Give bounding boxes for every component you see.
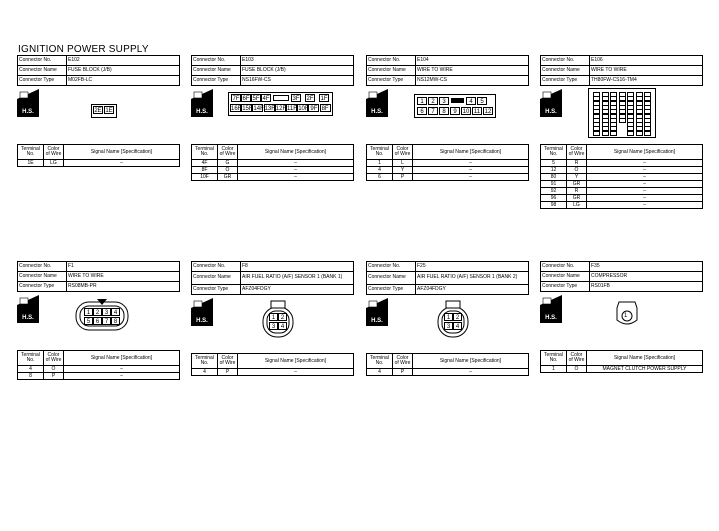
label-connector-no: Connector No. [192, 262, 241, 272]
label-connector-name: Connector Name [367, 66, 416, 76]
signal-name: – [238, 160, 354, 167]
table-row [541, 174, 703, 181]
pin-label: 2 [278, 313, 287, 321]
header-terminal-no: Terminal No. [18, 351, 44, 366]
cavity [636, 131, 643, 136]
pin-label: 12 [484, 109, 492, 115]
signal-name: – [413, 167, 529, 174]
connector-diagram [540, 86, 703, 144]
pin-table [366, 353, 529, 376]
terminal-no: 4F [192, 160, 218, 167]
pin-label: 6 [417, 107, 427, 115]
connector-type-value: RS01FB [590, 282, 703, 292]
header-terminal-no: Terminal No. [541, 145, 567, 160]
pin-label: 11 [473, 109, 481, 115]
header-color-of-wire: Color of Wire [218, 145, 238, 160]
pin-label: 10F [298, 106, 309, 112]
signal-name: – [64, 160, 180, 167]
pin-label: 1E [105, 108, 113, 114]
header-color-of-wire: Color of Wire [567, 145, 587, 160]
pin-table [17, 350, 180, 380]
connector-block-e102 [17, 55, 180, 167]
connector-block-e104 [366, 55, 529, 181]
signal-name: – [413, 369, 529, 376]
label-connector-type: Connector Type [192, 76, 241, 86]
label-connector-no: Connector No. [367, 56, 416, 66]
connector-name-value: AIR FUEL RATIO (A/F) SENSOR 1 (BANK 2) [416, 272, 529, 285]
header-terminal-no: Terminal No. [18, 145, 44, 160]
connector-block-f35 [540, 261, 703, 373]
pin-label: 4 [453, 322, 462, 330]
terminal-no: 4 [367, 167, 393, 174]
hs-icon [17, 295, 39, 323]
svg-text:H.S.: H.S. [545, 315, 557, 321]
connector-type-value: AFZ04FDGY [416, 285, 529, 295]
connector-face [228, 92, 333, 116]
wire-color: O [44, 366, 64, 373]
pin-label: 6 [93, 317, 102, 325]
svg-text:H.S.: H.S. [196, 109, 208, 115]
table-row [541, 167, 703, 174]
terminal-no: 96 [541, 195, 567, 202]
pin-label: 7F [232, 96, 240, 102]
hs-icon [191, 298, 213, 326]
pin-label: 4 [111, 308, 120, 316]
connector-block-f1 [17, 261, 180, 380]
terminal-no: 4 [367, 369, 393, 376]
connector-face [261, 299, 295, 343]
signal-name: – [587, 167, 703, 174]
table-row [541, 195, 703, 202]
pin-label: 10 [462, 109, 470, 115]
connector-info-table [540, 55, 703, 86]
label-connector-no: Connector No. [18, 56, 67, 66]
cavity [644, 131, 651, 136]
label-connector-no: Connector No. [18, 262, 67, 272]
terminal-no: 4 [18, 366, 44, 373]
signal-name: – [587, 174, 703, 181]
wire-color: L [393, 160, 413, 167]
pin-label: 2 [93, 308, 102, 316]
label-connector-name: Connector Name [192, 66, 241, 76]
pin-label: 8F [321, 106, 329, 112]
signal-name: – [238, 369, 354, 376]
connector-name-value: WIRE TO WIRE [590, 66, 703, 76]
header-color-of-wire: Color of Wire [218, 354, 238, 369]
key-slot [273, 95, 289, 101]
connector-name-value: COMPRESSOR [590, 272, 703, 282]
pin-label: 1 [624, 313, 628, 319]
wire-color: R [567, 160, 587, 167]
header-terminal-no: Terminal No. [367, 354, 393, 369]
terminal-no: 5 [541, 160, 567, 167]
label-connector-no: Connector No. [541, 56, 590, 66]
table-row [541, 366, 703, 373]
connector-type-value: TH80FW-CS16-TM4 [590, 76, 703, 86]
pin-label: 7 [428, 107, 438, 115]
wire-color: P [218, 369, 238, 376]
header-signal-name: Signal Name [Specification] [413, 354, 529, 369]
connector-type-value: RS08MB-PR [67, 282, 180, 292]
header-color-of-wire: Color of Wire [393, 354, 413, 369]
table-row [192, 160, 354, 167]
connector-block-f25 [366, 261, 529, 376]
pin-label: 13F [264, 106, 275, 112]
svg-text:H.S.: H.S. [22, 315, 34, 321]
terminal-no: 80 [541, 174, 567, 181]
connector-face [91, 104, 117, 118]
pin-table [540, 144, 703, 209]
header-signal-name: Signal Name [Specification] [587, 145, 703, 160]
connector-diagram [366, 295, 529, 353]
signal-name: – [238, 167, 354, 174]
connector-name-value: FUSE BLOCK (J/B) [241, 66, 354, 76]
connector-info-table [191, 261, 354, 295]
label-connector-type: Connector Type [367, 76, 416, 86]
pin-label: 1F [320, 96, 328, 102]
label-connector-name: Connector Name [18, 66, 67, 76]
signal-name: – [413, 174, 529, 181]
connector-no-value: E104 [416, 56, 529, 66]
header-color-of-wire: Color of Wire [44, 145, 64, 160]
connector-no-value: F8 [241, 262, 354, 272]
signal-name: – [413, 160, 529, 167]
hs-icon [366, 89, 388, 117]
label-connector-no: Connector No. [192, 56, 241, 66]
terminal-no: 8F [192, 167, 218, 174]
connector-name-value: FUSE BLOCK (J/B) [67, 66, 180, 76]
header-color-of-wire: Color of Wire [44, 351, 64, 366]
wire-color: R [567, 188, 587, 195]
pin-table [366, 144, 529, 181]
label-connector-no: Connector No. [367, 262, 416, 272]
connector-no-value: E103 [241, 56, 354, 66]
pin-label: 9 [450, 107, 460, 115]
header-signal-name: Signal Name [Specification] [64, 145, 180, 160]
connector-no-value: F25 [416, 262, 529, 272]
terminal-no: 98 [541, 202, 567, 209]
connector-diagram [17, 292, 180, 350]
connector-face [588, 88, 656, 138]
signal-name: – [587, 160, 703, 167]
signal-name: – [64, 366, 180, 373]
connector-face [436, 299, 470, 343]
label-connector-type: Connector Type [18, 282, 67, 292]
connector-no-value: F1 [67, 262, 180, 272]
pin-label: 5 [477, 97, 487, 105]
table-row [367, 174, 529, 181]
key-slot [451, 98, 464, 103]
terminal-no: 6 [367, 174, 393, 181]
pin-label: 1 [417, 97, 427, 105]
pin-label: 12F [275, 106, 287, 112]
signal-name: – [64, 373, 180, 380]
signal-name: – [587, 181, 703, 188]
table-row [541, 188, 703, 195]
header-signal-name: Signal Name [Specification] [238, 145, 354, 160]
wire-color: GR [567, 181, 587, 188]
terminal-no: 1E [18, 160, 44, 167]
cavity [610, 131, 617, 136]
wire-color: O [567, 366, 587, 373]
hs-icon [366, 298, 388, 326]
connector-info-table [540, 261, 703, 292]
header-signal-name: Signal Name [Specification] [64, 351, 180, 366]
header-signal-name: Signal Name [Specification] [413, 145, 529, 160]
label-connector-name: Connector Name [18, 272, 67, 282]
hs-icon [17, 89, 39, 117]
signal-name: – [587, 202, 703, 209]
wire-color: P [393, 369, 413, 376]
pin-label: 2E [94, 108, 102, 114]
page-title: IGNITION POWER SUPPLY [18, 44, 149, 55]
connector-info-table [191, 55, 354, 86]
table-row [192, 369, 354, 376]
pin-label: 3 [269, 322, 278, 330]
table-row [192, 174, 354, 181]
label-connector-type: Connector Type [541, 282, 590, 292]
signal-name: – [238, 174, 354, 181]
connector-block-f8 [191, 261, 354, 376]
connector-info-table [17, 261, 180, 292]
connector-face [72, 298, 132, 334]
signal-name: – [587, 195, 703, 202]
label-connector-name: Connector Name [367, 272, 416, 285]
terminal-no: 4 [192, 369, 218, 376]
label-connector-no: Connector No. [541, 262, 590, 272]
header-terminal-no: Terminal No. [192, 145, 218, 160]
signal-name: – [587, 188, 703, 195]
terminal-no: 92 [541, 188, 567, 195]
pin-label: 7 [102, 317, 111, 325]
svg-text:H.S.: H.S. [545, 109, 557, 115]
pin-table [17, 144, 180, 167]
wire-color: G [218, 160, 238, 167]
cavity [627, 131, 634, 136]
table-row [367, 160, 529, 167]
table-row [18, 373, 180, 380]
wire-color: Y [567, 174, 587, 181]
hs-icon [191, 89, 213, 117]
wire-color: LG [567, 202, 587, 209]
connector-diagram [191, 86, 354, 144]
svg-text:H.S.: H.S. [371, 318, 383, 324]
connector-info-table [366, 55, 529, 86]
label-connector-name: Connector Name [541, 272, 590, 282]
table-row [541, 181, 703, 188]
connector-type-value: M02FB-LC [67, 76, 180, 86]
label-connector-type: Connector Type [18, 76, 67, 86]
pin-label: 1 [269, 313, 278, 321]
cavity [593, 131, 600, 136]
header-signal-name: Signal Name [Specification] [238, 354, 354, 369]
label-connector-type: Connector Type [192, 285, 241, 295]
wire-color: O [218, 167, 238, 174]
terminal-no: 1 [367, 160, 393, 167]
svg-text:H.S.: H.S. [371, 109, 383, 115]
connector-block-e103 [191, 55, 354, 181]
connector-no-value: F35 [590, 262, 703, 272]
table-row [367, 167, 529, 174]
table-row [18, 160, 180, 167]
header-color-of-wire: Color of Wire [393, 145, 413, 160]
connector-diagram [540, 292, 703, 350]
pin-label: 4 [466, 97, 476, 105]
connector-diagram [366, 86, 529, 144]
wire-color: LG [44, 160, 64, 167]
pin-label: 1 [444, 313, 453, 321]
wire-color: P [393, 174, 413, 181]
pin-label: 4 [278, 322, 287, 330]
pin-label: 5F [252, 96, 260, 102]
pin-label: 8 [111, 317, 120, 325]
table-row [18, 366, 180, 373]
label-connector-name: Connector Name [192, 272, 241, 285]
connector-info-table [366, 261, 529, 295]
pin-label: 6F [242, 96, 250, 102]
pin-table [191, 353, 354, 376]
header-color-of-wire: Color of Wire [567, 351, 587, 366]
connector-diagram [17, 86, 180, 144]
wire-color: P [44, 373, 64, 380]
connector-name-value: WIRE TO WIRE [67, 272, 180, 282]
pin-label: 3 [102, 308, 111, 316]
terminal-no: 10F [192, 174, 218, 181]
wire-color: O [567, 167, 587, 174]
pin-label: 3F [292, 96, 300, 102]
table-row [367, 369, 529, 376]
hs-icon [540, 295, 562, 323]
connector-info-table [17, 55, 180, 86]
connector-type-value: NS12MW-CS [416, 76, 529, 86]
table-row [541, 160, 703, 167]
terminal-no: 12 [541, 167, 567, 174]
connector-type-value: AFZ04FDGY [241, 285, 354, 295]
pin-table [540, 350, 703, 373]
table-row [541, 202, 703, 209]
connector-block-e106 [540, 55, 703, 209]
pin-label: 4F [262, 96, 270, 102]
connector-type-value: NS16FW-CS [241, 76, 354, 86]
connector-no-value: E106 [590, 56, 703, 66]
pin-label: 1 [84, 308, 93, 316]
pin-label: 9F [310, 106, 318, 112]
svg-text:H.S.: H.S. [196, 318, 208, 324]
connector-no-value: E102 [67, 56, 180, 66]
header-terminal-no: Terminal No. [367, 145, 393, 160]
cavity [619, 118, 626, 123]
connector-name-value: WIRE TO WIRE [416, 66, 529, 76]
pin-label: 3 [444, 322, 453, 330]
pin-table [191, 144, 354, 181]
table-row [192, 167, 354, 174]
label-connector-type: Connector Type [541, 76, 590, 86]
wire-color: GR [567, 195, 587, 202]
label-connector-type: Connector Type [367, 285, 416, 295]
label-connector-name: Connector Name [541, 66, 590, 76]
pin-label: 2 [453, 313, 462, 321]
pin-label: 2F [306, 96, 314, 102]
terminal-no: 1 [541, 366, 567, 373]
header-signal-name: Signal Name [Specification] [587, 351, 703, 366]
connector-face [414, 94, 496, 118]
pin-label: 5 [84, 317, 93, 325]
pin-label: 14F [253, 106, 264, 112]
cavity [602, 131, 609, 136]
terminal-no: 91 [541, 181, 567, 188]
pin-label: 15F [242, 106, 253, 112]
terminal-no: 8 [18, 373, 44, 380]
header-terminal-no: Terminal No. [541, 351, 567, 366]
pin-label: 11F [287, 106, 297, 112]
hs-icon [540, 89, 562, 117]
pin-label: 16F [231, 106, 242, 112]
svg-text:H.S.: H.S. [22, 109, 34, 115]
pin-label: 8 [439, 107, 449, 115]
header-terminal-no: Terminal No. [192, 354, 218, 369]
pin-label: 3 [439, 97, 449, 105]
wire-color: Y [393, 167, 413, 174]
signal-name: MAGNET CLUTCH POWER SUPPLY [587, 366, 703, 373]
connector-name-value: AIR FUEL RATIO (A/F) SENSOR 1 (BANK 1) [241, 272, 354, 285]
connector-diagram [191, 295, 354, 353]
pin-label: 2 [428, 97, 438, 105]
wire-color: GR [218, 174, 238, 181]
